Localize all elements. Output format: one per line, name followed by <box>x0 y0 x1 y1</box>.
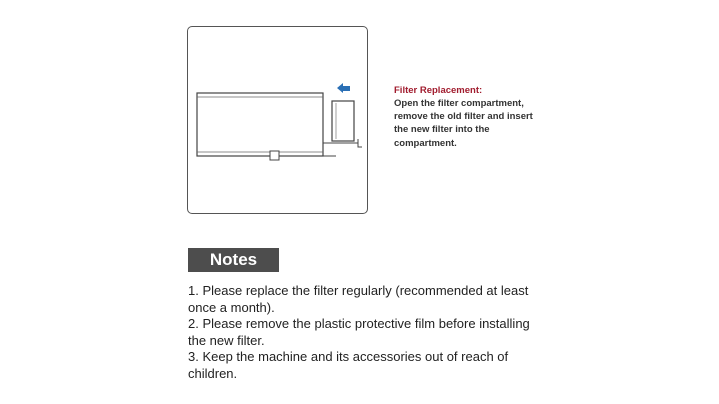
note-line: 1. Please replace the filter regularly (recommended at least <box>188 283 529 298</box>
callout-title: Filter Replacement: <box>394 85 483 96</box>
callout-line-4: compartment. <box>394 137 457 149</box>
note-line: 2. Please remove the plastic protective film before installing <box>188 316 530 331</box>
note-line: once a month). <box>188 299 275 315</box>
callout-line-1: Open the filter compartment, <box>394 98 524 109</box>
notes-list <box>188 283 548 382</box>
machine-foot <box>270 151 279 160</box>
new-filter <box>332 101 354 141</box>
callout-line-2: remove the old filter and insert <box>394 111 533 123</box>
notes-heading: Notes <box>188 248 279 272</box>
filter-replacement-callout <box>394 85 564 150</box>
note-line: children. <box>188 365 238 381</box>
machine-body <box>197 93 323 156</box>
note-line: the new filter. <box>188 332 265 348</box>
filter-diagram <box>188 27 369 215</box>
callout-line-3: the new filter into the <box>394 124 490 136</box>
note-line: 3. Keep the machine and its accessories out of reach of <box>188 349 509 364</box>
filter-diagram-frame <box>187 26 368 214</box>
insert-arrow-icon <box>337 83 350 93</box>
compartment-latch <box>358 139 362 147</box>
